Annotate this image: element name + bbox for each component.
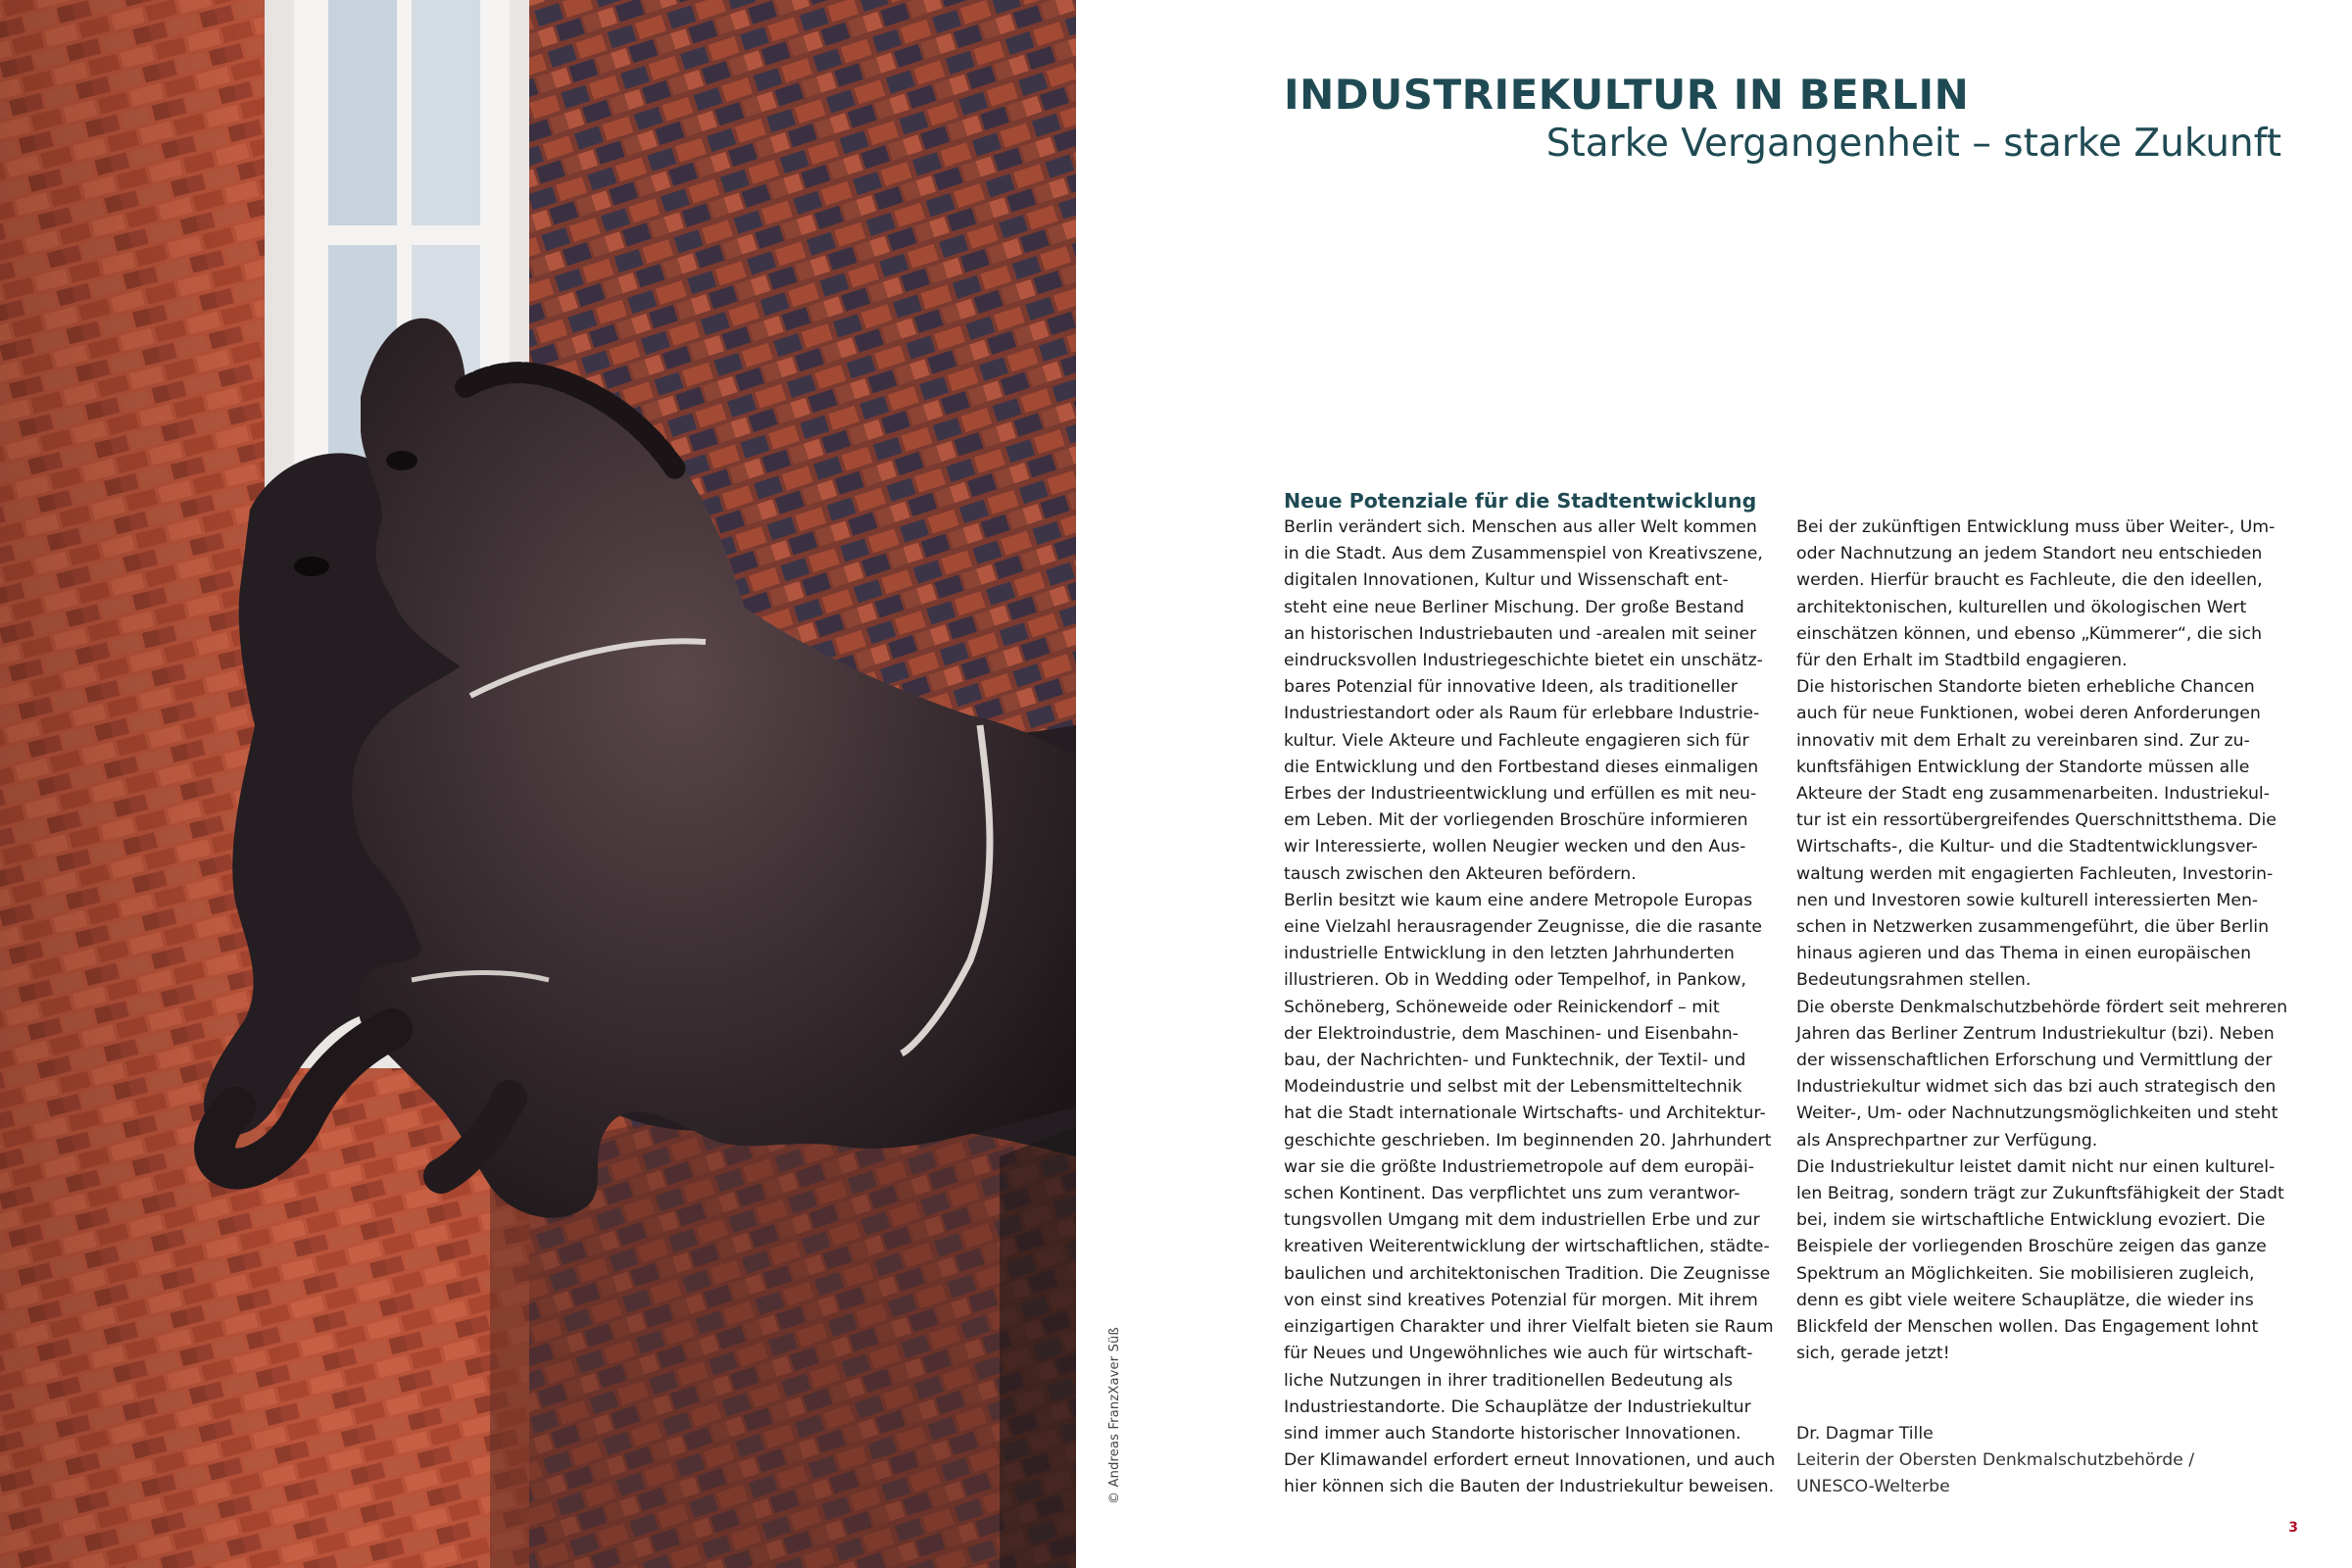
- right-column-line: Die oberste Denkmalschutzbehörde fördert seit mehreren: [1796, 997, 2288, 1017]
- left-column-line: sind immer auch Standorte historischer Innovationen.: [1284, 1423, 1741, 1444]
- right-column-line: bei, indem sie wirtschaftliche Entwicklung evoziert. Die: [1796, 1210, 2266, 1231]
- section-heading: Neue Potenziale für die Stadtentwicklung: [1284, 489, 1757, 513]
- right-column-line: hinaus agieren und das Thema in einen europäischen: [1796, 944, 2252, 964]
- left-column-line: war sie die größte Industriemetropole auf dem europäi-: [1284, 1156, 1755, 1177]
- right-column-line: auch für neue Funktionen, wobei deren Anforderungen: [1796, 704, 2261, 724]
- left-text-column: [1284, 488, 1776, 1501]
- left-column-line: Berlin besitzt wie kaum eine andere Metropole Europas: [1284, 890, 1753, 910]
- right-column-line: len Beitrag, sondern trägt zur Zukunftsfähigkeit der Stadt: [1796, 1184, 2284, 1204]
- right-column-line: Spektrum an Möglichkeiten. Sie mobilisieren zugleich,: [1796, 1263, 2255, 1284]
- left-column-line: der Elektroindustrie, dem Maschinen- und Eisenbahn-: [1284, 1023, 1739, 1044]
- left-column-line: an historischen Industriebauten und -arealen mit seiner: [1284, 623, 1757, 644]
- signature-role-line-1: Leiterin der Obersten Denkmalschutzbehörde /: [1796, 1449, 2195, 1470]
- left-column-line: einzigartigen Charakter und ihrer Vielfalt bieten sie Raum: [1284, 1317, 1774, 1338]
- right-column-line: schen in Netzwerken zusammengeführt, die über Berlin: [1796, 917, 2270, 938]
- right-column-line: Industriekultur widmet sich das bzi auch strategisch den: [1796, 1077, 2277, 1098]
- signature-name: Dr. Dagmar Tille: [1796, 1423, 1934, 1444]
- right-column-line: Wirtschafts-, die Kultur- und die Stadtentwicklungsver-: [1796, 837, 2258, 858]
- left-column-line: von einst sind kreatives Potenzial für morgen. Mit ihrem: [1284, 1290, 1758, 1310]
- left-column-line: eindrucksvollen Industriegeschichte bietet ein unschätz-: [1284, 651, 1763, 671]
- right-column-line: nen und Investoren sowie kulturell interessierten Men-: [1796, 890, 2259, 910]
- left-column-line: em Leben. Mit der vorliegenden Broschüre informieren: [1284, 810, 1748, 831]
- left-column-line: Schöneberg, Schöneweide oder Reinickendorf – mit: [1284, 997, 1720, 1017]
- right-column-line: einschätzen können, und ebenso „Kümmerer“, die sich: [1796, 623, 2263, 644]
- left-column-line: hier können sich die Bauten der Industriekultur beweisen.: [1284, 1477, 1775, 1497]
- photo-credit: © Andreas FranzXaver Süß: [1107, 1327, 1122, 1504]
- left-column-line: hat die Stadt internationale Wirtschafts- und Architektur-: [1284, 1103, 1766, 1124]
- right-column-body: [1796, 514, 2291, 1368]
- left-column-line: tausch zwischen den Akteuren befördern.: [1284, 863, 1637, 884]
- right-column-line: Akteure der Stadt eng zusammenarbeiten. Industriekul-: [1796, 784, 2270, 805]
- left-column-line: Industriestandorte. Die Schauplätze der Industriekultur: [1284, 1396, 1751, 1417]
- left-column-line: liche Nutzungen in ihrer traditionellen Bedeutung als: [1284, 1370, 1734, 1391]
- page-subtitle: Starke Vergangenheit – starke Zukunft: [1545, 122, 2281, 166]
- left-column-line: kultur. Viele Akteure und Fachleute engagieren sich für: [1284, 730, 1749, 751]
- signature-block: [1796, 1421, 2291, 1501]
- left-column-body: [1284, 514, 1776, 1501]
- page-title: INDUSTRIEKULTUR IN BERLIN: [1284, 71, 1970, 119]
- right-column-line: der wissenschaftlichen Erforschung und Vermittlung der: [1796, 1051, 2273, 1071]
- left-column-line: bares Potenzial für innovative Ideen, als traditioneller: [1284, 677, 1739, 698]
- photo-illustration: [0, 0, 1076, 1568]
- right-column-line: Die Industriekultur leistet damit nicht nur einen kulturel-: [1796, 1156, 2276, 1177]
- right-column-line: Jahren das Berliner Zentrum Industriekultur (bzi). Neben: [1796, 1023, 2275, 1044]
- left-column-line: Erbes der Industrieentwicklung und erfüllen es mit neu-: [1284, 784, 1757, 805]
- signature-role-line-2: UNESCO-Welterbe: [1796, 1476, 1950, 1496]
- right-text-column: [1796, 514, 2291, 1500]
- left-column-line: tungsvollen Umgang mit dem industriellen Erbe und zur: [1284, 1210, 1760, 1231]
- right-column-line: denn es gibt viele weitere Schauplätze, die wieder ins: [1796, 1290, 2254, 1310]
- left-column-line: wir Interessierte, wollen Neugier wecken und den Aus-: [1284, 837, 1746, 858]
- left-column-line: Der Klimawandel erfordert erneut Innovationen, und auch: [1284, 1450, 1776, 1471]
- left-column-line: eine Vielzahl herausragender Zeugnisse, die die rasante: [1284, 917, 1762, 938]
- right-column-line: architektonischen, kulturellen und ökologischen Wert: [1796, 597, 2247, 617]
- right-column-line: Bei der zukünftigen Entwicklung muss über Weiter-, Um-: [1796, 517, 2276, 537]
- right-column-line: Bedeutungsrahmen stellen.: [1796, 970, 2032, 991]
- page-number: 3: [2288, 1520, 2298, 1536]
- right-column-line: innovativ mit dem Erhalt zu vereinbaren sind. Zur zu-: [1796, 730, 2250, 751]
- left-column-line: industrielle Entwicklung in den letzten Jahrhunderten: [1284, 944, 1735, 964]
- right-column-line: sich, gerade jetzt!: [1796, 1344, 1950, 1364]
- left-column-line: steht eine neue Berliner Mischung. Der große Bestand: [1284, 597, 1744, 617]
- right-column-line: kunftsfähigen Entwicklung der Standorte müssen alle: [1796, 757, 2250, 777]
- left-column-line: Berlin verändert sich. Menschen aus aller Welt kommen: [1284, 517, 1757, 537]
- left-column-line: geschichte geschrieben. Im beginnenden 20. Jahrhundert: [1284, 1130, 1772, 1151]
- left-column-line: baulichen und architektonischen Tradition. Die Zeugnisse: [1284, 1263, 1771, 1284]
- left-column-line: in die Stadt. Aus dem Zusammenspiel von Kreativszene,: [1284, 544, 1763, 564]
- left-column-line: digitalen Innovationen, Kultur und Wissenschaft ent-: [1284, 570, 1729, 591]
- left-column-line: illustrieren. Ob in Wedding oder Tempelhof, in Pankow,: [1284, 970, 1747, 991]
- left-column-line: für Neues und Ungewöhnliches wie auch für wirtschaft-: [1284, 1344, 1753, 1364]
- left-column-line: bau, der Nachrichten- und Funktechnik, der Textil- und: [1284, 1051, 1746, 1071]
- left-column-line: Modeindustrie und selbst mit der Lebensmitteltechnik: [1284, 1077, 1742, 1098]
- horse-sculpture-photo: [0, 0, 1076, 1568]
- right-column-line: tur ist ein ressortübergreifendes Querschnittsthema. Die: [1796, 810, 2277, 831]
- left-column-line: kreativen Weiterentwicklung der wirtschaftlichen, städte-: [1284, 1237, 1770, 1257]
- left-column-line: Industriestandort oder als Raum für erlebbare Industrie-: [1284, 704, 1760, 724]
- left-column-line: schen Kontinent. Das verpflichtet uns zum verantwor-: [1284, 1184, 1740, 1204]
- right-column-line: Blickfeld der Menschen wollen. Das Engagement lohnt: [1796, 1317, 2259, 1338]
- right-column-line: für den Erhalt im Stadtbild engagieren.: [1796, 651, 2128, 671]
- right-column-line: als Ansprechpartner zur Verfügung.: [1796, 1130, 2098, 1151]
- right-column-line: waltung werden mit engagierten Fachleuten, Investorin-: [1796, 863, 2274, 884]
- right-column-line: werden. Hierfür braucht es Fachleute, die den ideellen,: [1796, 570, 2263, 591]
- right-column-line: Beispiele der vorliegenden Broschüre zeigen das ganze: [1796, 1237, 2267, 1257]
- right-column-line: Die historischen Standorte bieten erhebliche Chancen: [1796, 677, 2255, 698]
- left-column-line: die Entwicklung und den Fortbestand dieses einmaligen: [1284, 757, 1759, 777]
- right-column-line: oder Nachnutzung an jedem Standort neu entschieden: [1796, 544, 2263, 564]
- right-column-line: Weiter-, Um- oder Nachnutzungsmöglichkeiten und steht: [1796, 1103, 2278, 1124]
